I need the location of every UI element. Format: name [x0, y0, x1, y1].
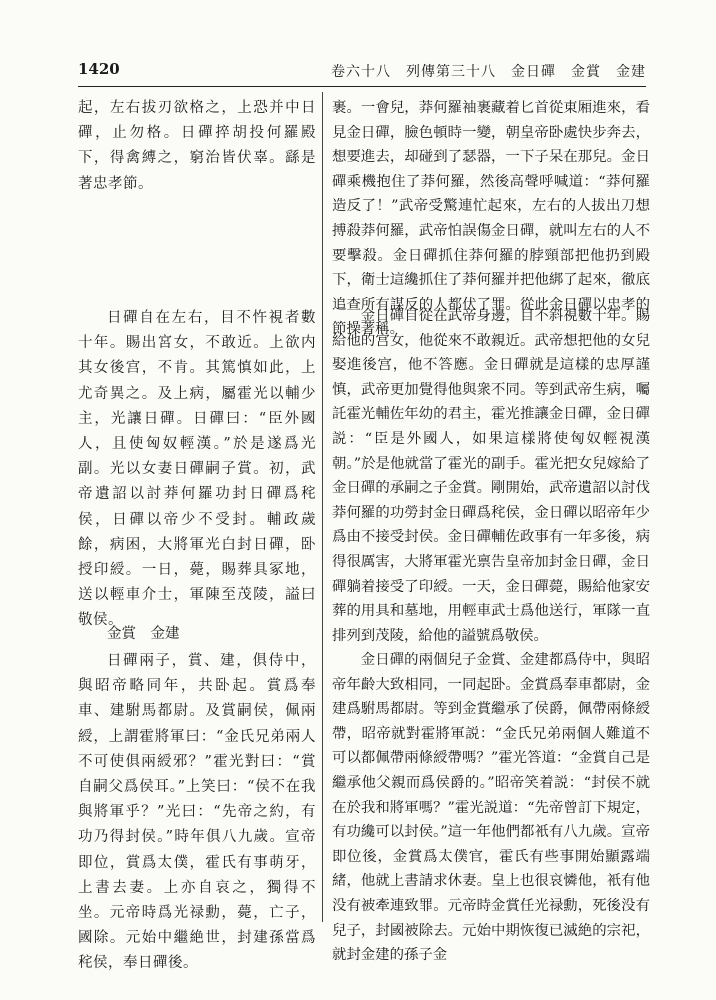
left-section-3 [78, 622, 316, 977]
header-rule [78, 86, 646, 87]
section-title: 金賞 金建 [107, 626, 180, 642]
right-section-3 [332, 648, 650, 968]
right-section-2 [332, 304, 650, 648]
left-section-2 [78, 306, 316, 634]
running-title: 卷六十八 列傳第三十八 金日磾 金賞 金建 [331, 64, 646, 80]
column-divider [322, 92, 323, 922]
page-header [78, 60, 646, 82]
classical-paragraph-1: 起，左右拔刃欲格之，上恐并中日磾，止勿格。日磾捽胡投何羅殿下，得禽縛之，窮治皆伏辜。繇是著忠孝節。 [78, 100, 316, 192]
translation-paragraph-1: 裹。一會兒，莽何羅袖裹藏着匕首從東厢進來，看見金日磾，臉色頓時一變，朝皇帝卧處快步奔去，想要進去，却碰到了瑟器，一下子呆在那兒。金日磾乘機抱住了莽何羅，然後高聲呼喊道：“莽何羅造反了！”武帝受驚連忙起來，左右的人拔出刀想搏殺莽何羅，武帝怕誤傷金日磾，就叫左右的人不要擊殺。金日磾抓住莽何羅的脖頸部把他扔到殿下，衛士這纔抓住了莽何羅并把他綁了起來，徹底追查所有謀反的人都伏了罪。從此金日磾以忠孝的節操著稱。 [332, 100, 650, 338]
classical-paragraph-3: 日磾兩子，賞、建，俱侍中，與昭帝略同年，共卧起。賞爲奉車、建駙馬都尉。及賞嗣侯，佩兩綬，上謂霍將軍曰：“金氏兄弟兩人不可使俱兩綬邪？”霍光對曰：“賞自嗣父爲侯耳。”上笑曰：“侯不在我與將軍乎？”光曰：“先帝之約，有功乃得封侯。”時年俱八九歲。宣帝即位，賞爲太僕，霍氏有事萌牙，上書去妻。上亦自哀之，獨得不坐。元帝時爲光禄勳，薨，亡子，國除。元始中繼絶世，封建孫當爲秺侯，奉日磾後。 [78, 653, 316, 972]
translation-paragraph-3: 金日磾的兩個兒子金賞、金建都爲侍中，與昭帝年齡大致相同，一同起卧。金賞爲奉車都尉，金建爲駙馬都尉。等到金賞繼承了侯爵，佩帶兩條綬帶，昭帝就對霍將軍説：“金氏兄弟兩個人難道不可以都佩帶兩條綬帶嗎？”霍光答道：“金賞自己是繼承他父親而爲侯爵的。”昭帝笑着説：“封侯不就在於我和將軍嗎？”霍光説道：“先帝曾訂下規定，有功纔可以封侯。”這一年他們都衹有八九歲。宣帝即位後，金賞爲太僕官，霍氏有些事開始顯露端緒，他就上書請求休妻。皇上也很哀憐他，衹有他没有被牽連致罪。元帝時金賞任光禄勳，死後没有兒子，封國被除去。元始中期恢復已滅絶的宗祀，就封金建的孫子金 [332, 652, 650, 964]
left-section-1 [78, 96, 316, 197]
classical-paragraph-2: 日磾自在左右，目不忤視者數十年。賜出宮女，不敢近。上欲内其女後宫，不肯。其篤慎如此，上尤奇異之。及上病，屬霍光以輔少主，光讓日磾。日磾曰：“臣外國人，且使匈奴輕漢。”於是遂爲光副。光以女妻日磾嗣子賞。初，武帝遺詔以討莽何羅功封日磾爲秺侯，日磾以帝少不受封。輔政歲餘，病困，大將軍光白封日磾，卧授印綬。一日，薨，賜葬具冢地，送以輕車介士，軍陳至茂陵，謚曰敬侯。 [78, 310, 316, 629]
page-number: 1420 [78, 60, 120, 78]
translation-paragraph-2: 金日磾自從在武帝身邊，目不斜視數十年。賜給他的宫女，他從來不敢親近。武帝想把他的女兒娶進後宫，他不答應。金日磾就是這樣的忠厚謹慎，武帝更加覺得他與衆不同。等到武帝生病，囑託霍光輔佐年幼的君主，霍光推讓金日磾，金日磾説：“臣是外國人，如果這樣將使匈奴輕視漢朝。”於是他就當了霍光的副手。霍光把女兒嫁給了金日磾的承嗣之子金賞。剛開始，武帝遺詔以討伐莽何羅的功勞封金日磾爲秺侯，金日磾以昭帝年少爲由不接受封侯。金日磾輔佐政事有一年多後，病得很厲害，大將軍霍光禀告皇帝加封金日磾，金日磾躺着接受了印綬。一天，金日磾薨，賜給他家安葬的用具和墓地，用輕車武士爲他送行，軍隊一直排列到茂陵，給他的謚號爲敬侯。 [332, 308, 650, 644]
